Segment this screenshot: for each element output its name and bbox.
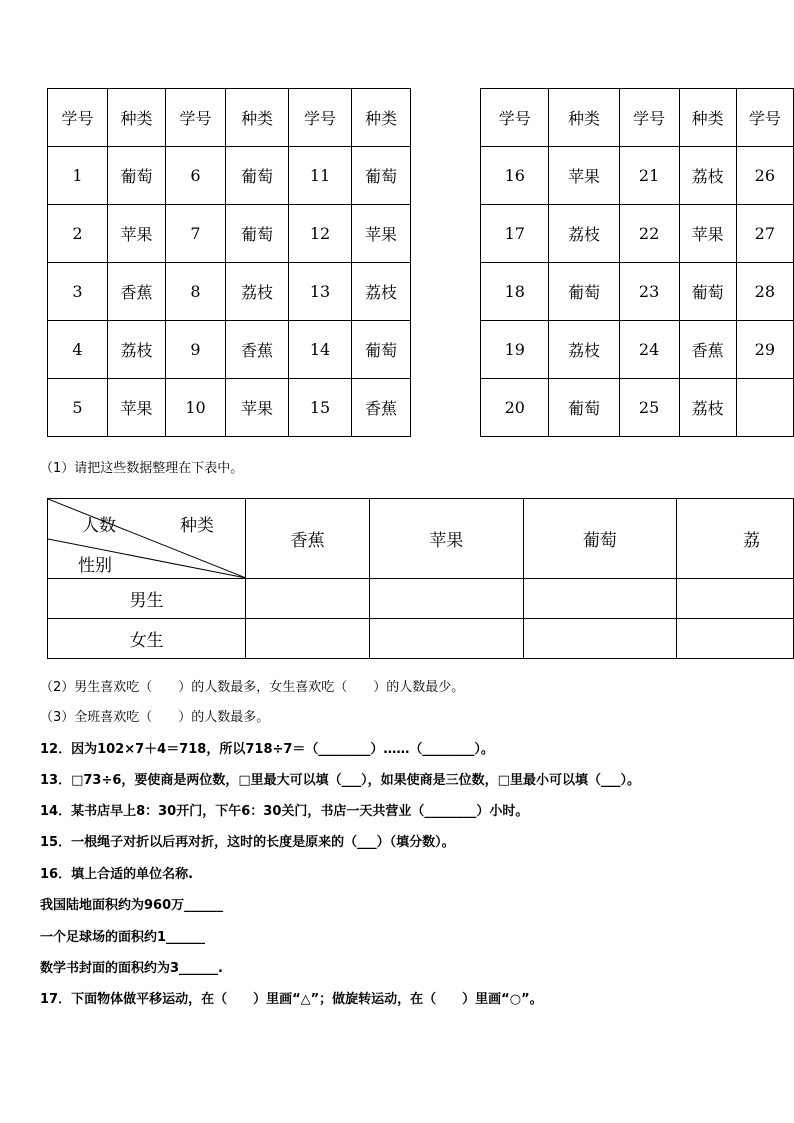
question-13-text: 13．□73÷6，要使商是两位数，□里最大可以填（___），如果使商是三位数，□里最小可以填（___）。: [40, 773, 640, 788]
table-row: [481, 321, 794, 379]
table-cell: 葡萄: [549, 263, 619, 321]
header-cell: 学号: [481, 89, 549, 147]
question-16-item-2: 一个足球场的面积约1______: [40, 930, 206, 945]
table-cell: 香蕉: [352, 379, 411, 437]
table-cell: 12: [289, 205, 352, 263]
table-row: [481, 147, 794, 205]
diagonal-header: [48, 499, 245, 578]
column-header: 荔: [677, 499, 794, 579]
column-header: 苹果: [370, 499, 523, 579]
header-cell: 学号: [619, 89, 679, 147]
question-16-item-3: 数学书封面的面积约为3______.: [40, 961, 223, 976]
student-fruit-table-2: [480, 88, 794, 437]
table-row: [481, 263, 794, 321]
table-cell: 18: [481, 263, 549, 321]
table-cell: 15: [289, 379, 352, 437]
table-cell: 20: [481, 379, 549, 437]
header-cell: 种类: [108, 89, 166, 147]
table-cell: 苹果: [549, 147, 619, 205]
table-cell: 荔枝: [679, 147, 736, 205]
diagonal-header-cell: [48, 499, 246, 579]
column-header: 葡萄: [523, 499, 676, 579]
table-cell: 5: [48, 379, 108, 437]
answer-cell[interactable]: [246, 619, 370, 659]
table-cell: 23: [619, 263, 679, 321]
question-3-text: （3）全班喜欢吃（ ）的人数最多。: [40, 710, 270, 725]
table-cell: 香蕉: [226, 321, 289, 379]
question-2-text: （2）男生喜欢吃（ ）的人数最多，女生喜欢吃（ ）的人数最少。: [40, 680, 465, 695]
header-cell: 学号: [289, 89, 352, 147]
table-cell: 荔枝: [549, 205, 619, 263]
table-cell: 香蕉: [679, 321, 736, 379]
table-cell: 苹果: [352, 205, 411, 263]
table-cell: 11: [289, 147, 352, 205]
table-cell: 29: [736, 321, 793, 379]
header-cell: 学号: [736, 89, 793, 147]
table-cell: 3: [48, 263, 108, 321]
table-header-row: [481, 89, 794, 147]
table-cell: 苹果: [108, 379, 166, 437]
table-cell: 葡萄: [226, 205, 289, 263]
column-header: 香蕉: [246, 499, 370, 579]
header-cell: 种类: [226, 89, 289, 147]
table-cell: 7: [166, 205, 226, 263]
table-cell: 荔枝: [352, 263, 411, 321]
table-cell: 葡萄: [352, 147, 411, 205]
table-cell: 荔枝: [226, 263, 289, 321]
table-cell: 1: [48, 147, 108, 205]
summary-header-row: [48, 499, 794, 579]
corner-label-people: 人数: [82, 516, 116, 536]
table-cell: 葡萄: [549, 379, 619, 437]
table-cell: 葡萄: [108, 147, 166, 205]
row-header: 男生: [48, 579, 246, 619]
table-cell: 25: [619, 379, 679, 437]
header-cell: 种类: [549, 89, 619, 147]
table-cell: 24: [619, 321, 679, 379]
table-cell: 13: [289, 263, 352, 321]
table-cell: 葡萄: [226, 147, 289, 205]
summary-row-girls: [48, 619, 794, 659]
corner-label-kind: 种类: [180, 516, 214, 536]
table-cell: [736, 379, 793, 437]
table-cell: 17: [481, 205, 549, 263]
table-cell: 16: [481, 147, 549, 205]
question-1-text: （1）请把这些数据整理在下表中。: [40, 461, 244, 476]
answer-cell[interactable]: [677, 619, 794, 659]
header-cell: 学号: [48, 89, 108, 147]
table-2-clip: [0, 0, 794, 440]
summary-table: [47, 498, 794, 659]
table-cell: 28: [736, 263, 793, 321]
summary-table-clip: [0, 490, 794, 665]
table-cell: 荔枝: [679, 379, 736, 437]
table-cell: 14: [289, 321, 352, 379]
answer-cell[interactable]: [370, 579, 523, 619]
question-17-text: 17．下面物体做平移运动，在（ ）里画“△”；做旋转运动，在（ ）里画“○”。: [40, 992, 543, 1007]
table-row: [481, 205, 794, 263]
header-cell: 种类: [352, 89, 411, 147]
question-15-text: 15．一根绳子对折以后再对折，这时的长度是原来的（___）（填分数）。: [40, 835, 455, 850]
table-cell: 27: [736, 205, 793, 263]
table-cell: 19: [481, 321, 549, 379]
table-cell: 22: [619, 205, 679, 263]
header-cell: 学号: [166, 89, 226, 147]
answer-cell[interactable]: [523, 579, 676, 619]
table-cell: 苹果: [108, 205, 166, 263]
table-cell: 9: [166, 321, 226, 379]
table-cell: 4: [48, 321, 108, 379]
table-cell: 8: [166, 263, 226, 321]
table-cell: 葡萄: [352, 321, 411, 379]
corner-label-gender: 性别: [78, 556, 112, 576]
answer-cell[interactable]: [370, 619, 523, 659]
table-cell: 荔枝: [108, 321, 166, 379]
question-12-text: 12．因为102×7＋4＝718，所以718÷7＝（________）……（________）。: [40, 742, 494, 757]
table-cell: 26: [736, 147, 793, 205]
question-16-text: 16．填上合适的单位名称.: [40, 867, 194, 882]
table-cell: 2: [48, 205, 108, 263]
table-cell: 10: [166, 379, 226, 437]
summary-row-boys: [48, 579, 794, 619]
question-16-item-1: 我国陆地面积约为960万______: [40, 898, 224, 913]
table-cell: 21: [619, 147, 679, 205]
table-cell: 苹果: [679, 205, 736, 263]
row-header: 女生: [48, 619, 246, 659]
table-row: [481, 379, 794, 437]
table-cell: 6: [166, 147, 226, 205]
answer-cell[interactable]: [677, 579, 794, 619]
question-14-text: 14．某书店早上8：30开门，下午6：30关门，书店一天共营业（________）小时。: [40, 804, 529, 819]
answer-cell[interactable]: [246, 579, 370, 619]
table-cell: 葡萄: [679, 263, 736, 321]
table-cell: 香蕉: [108, 263, 166, 321]
answer-cell[interactable]: [523, 619, 676, 659]
table-cell: 苹果: [226, 379, 289, 437]
header-cell: 种类: [679, 89, 736, 147]
table-cell: 荔枝: [549, 321, 619, 379]
